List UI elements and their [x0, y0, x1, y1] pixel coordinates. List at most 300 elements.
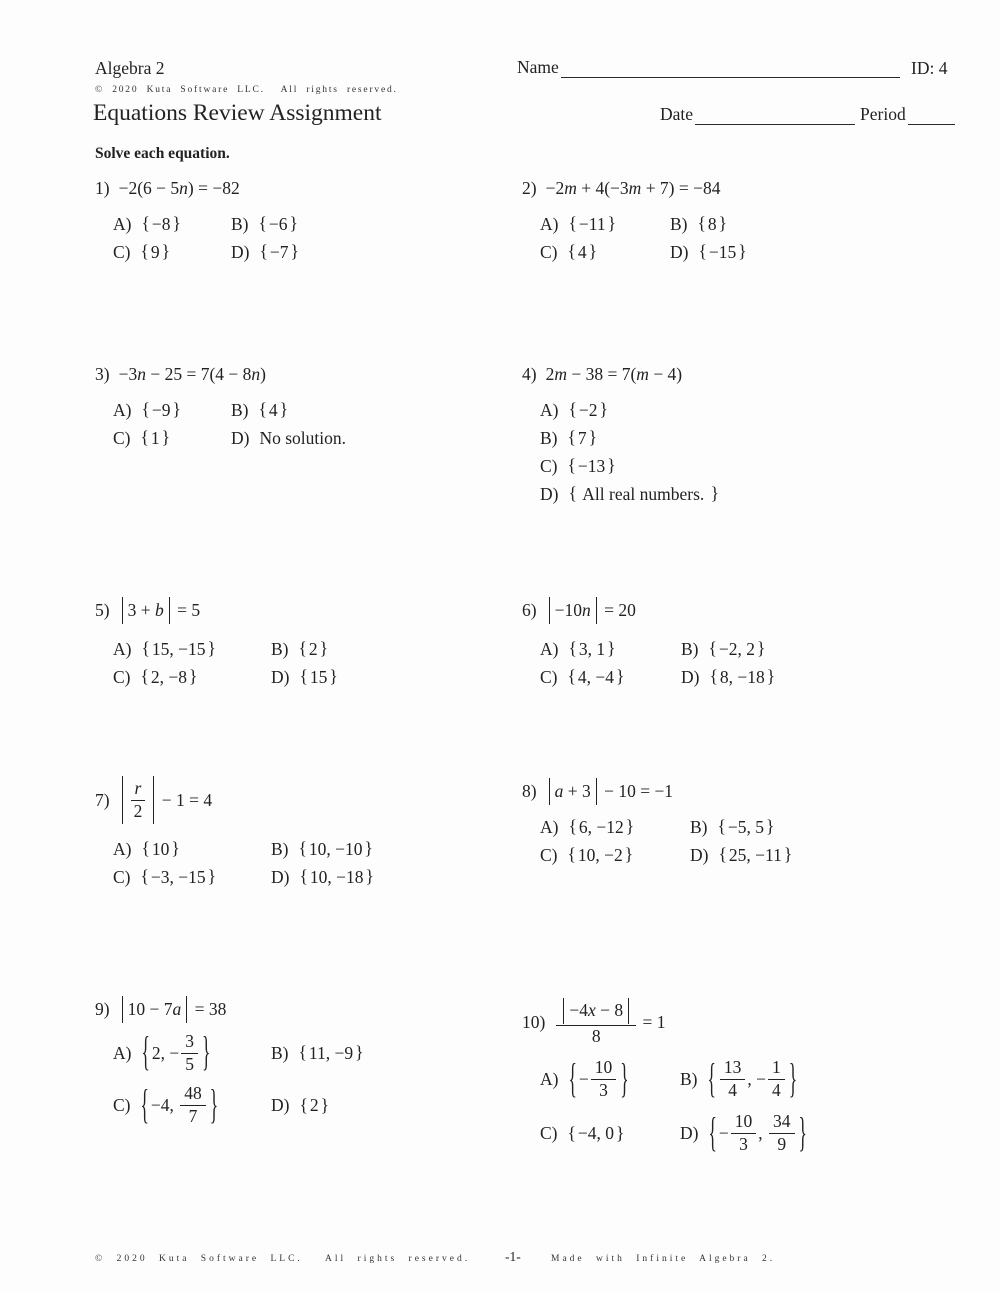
set-contents	[576, 667, 616, 688]
answer-choices	[95, 211, 299, 265]
math-text: 3	[185, 1031, 194, 1051]
close-brace: }	[209, 1080, 219, 1128]
solution-set	[568, 456, 616, 477]
math-text: −4	[569, 1000, 588, 1020]
math-text: 10 − 7	[127, 999, 173, 1019]
choice-C	[540, 453, 616, 479]
set-contents	[267, 214, 290, 235]
choice-D	[271, 664, 338, 690]
period-label: Period	[860, 104, 906, 124]
set-contents	[150, 839, 172, 860]
math-text: + 7) = −84	[641, 178, 721, 198]
choice-D	[681, 664, 775, 690]
answer-choices	[522, 211, 747, 265]
set-contents	[150, 639, 208, 660]
open-brace: {	[567, 455, 576, 476]
math-variable: x	[587, 1000, 596, 1020]
choice-value	[709, 667, 775, 688]
set-contents	[716, 1058, 789, 1100]
open-brace: {	[567, 427, 576, 448]
problem-7	[95, 776, 374, 890]
math-text: 4	[268, 399, 278, 420]
math-text: −2(6 − 5	[118, 178, 180, 198]
problem-8	[522, 778, 792, 868]
close-brace: }	[189, 666, 198, 687]
choice-value	[299, 667, 337, 688]
choice-value	[259, 214, 298, 235]
problem-number: 3)	[95, 364, 110, 384]
math-variable: m	[564, 178, 577, 198]
date-label: Date	[660, 104, 694, 124]
choice-label: B)	[271, 838, 289, 859]
set-contents	[308, 867, 366, 888]
choice-label: B)	[231, 213, 249, 234]
absolute-value	[122, 776, 155, 824]
math-text: 2	[545, 364, 555, 384]
close-brace: }	[718, 213, 728, 234]
choice-value	[141, 667, 198, 688]
math-text: 10, −18	[309, 866, 364, 887]
math-fraction	[591, 1058, 617, 1100]
problem-number: 7)	[95, 789, 110, 810]
math-text: )	[260, 364, 266, 384]
close-brace: }	[289, 213, 298, 234]
set-contents	[718, 667, 767, 688]
choice-value	[708, 1108, 807, 1156]
close-brace: }	[599, 399, 608, 420]
solution-set	[568, 1123, 625, 1144]
choice-label: A)	[540, 816, 559, 837]
set-contents	[308, 1095, 321, 1116]
choice-value	[698, 214, 728, 235]
close-brace: }	[616, 1122, 625, 1143]
choice-label: D)	[670, 241, 689, 262]
math-text: 5	[185, 1053, 194, 1074]
choice-B	[231, 397, 288, 423]
close-brace: }	[171, 838, 180, 859]
choice-C	[113, 1080, 219, 1128]
open-brace: {	[708, 638, 717, 659]
math-text: −2, 2	[718, 638, 756, 659]
choice-value	[568, 242, 598, 263]
solution-set	[568, 817, 634, 838]
instructions: Solve each equation.	[95, 145, 230, 162]
close-brace: }	[766, 666, 776, 687]
equation	[546, 597, 636, 624]
math-text: 10	[151, 838, 170, 859]
fraction-numerator	[720, 1058, 746, 1080]
math-fraction	[768, 1058, 785, 1100]
close-brace: }	[319, 638, 329, 659]
choice-value	[568, 1054, 629, 1102]
math-text: ) = −82	[187, 178, 240, 198]
open-brace: {	[141, 399, 150, 420]
math-text: −2	[545, 178, 565, 198]
open-brace: {	[298, 638, 307, 659]
open-brace: {	[567, 1122, 576, 1143]
name-blank-line	[561, 57, 900, 78]
math-text: − 8	[595, 1000, 624, 1020]
math-text: − 38 = 7(	[566, 364, 637, 384]
close-brace: }	[710, 483, 720, 504]
equation	[546, 364, 683, 385]
page-title: Equations Review Assignment	[93, 100, 382, 126]
math-text: 7	[188, 1105, 198, 1126]
math-text: 8	[591, 1025, 601, 1046]
equation	[119, 776, 213, 824]
math-variable: r	[134, 778, 142, 798]
problem-1	[95, 178, 299, 265]
equation	[546, 178, 721, 199]
choice-label: C)	[113, 1094, 131, 1115]
fraction-numerator	[769, 1112, 795, 1134]
math-text: −6	[268, 213, 288, 234]
problem-header	[522, 364, 719, 385]
solution-set	[709, 667, 775, 688]
math-text: − 10 = −1	[599, 781, 674, 801]
problem-number: 1)	[95, 178, 110, 198]
solution-set	[141, 667, 198, 688]
math-text: 11, −9	[308, 1042, 354, 1063]
math-text: −13	[577, 455, 606, 476]
problem-number: 10)	[522, 1011, 546, 1032]
answer-choices	[95, 1027, 364, 1128]
choice-D	[271, 864, 374, 890]
choice-label: D)	[271, 1094, 290, 1115]
choice-value	[141, 400, 180, 421]
fraction-denominator	[181, 1054, 198, 1075]
math-text: 15, −15	[151, 638, 206, 659]
math-fraction	[556, 998, 636, 1046]
math-text: 3 +	[127, 600, 155, 620]
problem-number: 8)	[522, 781, 537, 801]
math-text: −9	[151, 399, 171, 420]
math-text: 10	[734, 1111, 753, 1132]
absolute-value	[549, 778, 597, 805]
math-variable: m	[554, 364, 567, 384]
problem-10	[522, 998, 807, 1155]
math-text: −11	[578, 213, 606, 234]
choice-D	[231, 239, 299, 265]
set-contents	[576, 456, 607, 477]
fraction-denominator	[735, 1134, 752, 1155]
choice-value	[568, 428, 598, 449]
math-text: −4, 0	[577, 1122, 615, 1143]
close-brace: }	[588, 427, 598, 448]
close-brace: }	[161, 241, 171, 262]
choice-label: B)	[231, 399, 249, 420]
choice-C	[540, 842, 633, 868]
fraction-numerator	[768, 1058, 785, 1080]
equation	[554, 998, 665, 1046]
choice-label: A)	[113, 399, 132, 420]
close-brace: }	[172, 213, 181, 234]
answer-choices	[95, 397, 346, 451]
open-brace: {	[258, 213, 267, 234]
open-brace: {	[708, 1108, 717, 1156]
problem-number: 9)	[95, 999, 110, 1019]
fraction-numerator	[731, 1112, 757, 1134]
close-brace: }	[207, 866, 217, 887]
equation	[119, 178, 240, 199]
math-text: 8, −18	[719, 666, 765, 687]
period-blank-line	[908, 104, 955, 125]
choice-C	[540, 664, 624, 690]
open-brace: {	[717, 816, 726, 837]
choice-value	[698, 242, 746, 263]
answer-choices	[522, 814, 792, 868]
set-contents	[150, 400, 173, 421]
choice-label: D)	[690, 844, 709, 865]
solution-set	[709, 639, 766, 660]
set-contents	[707, 242, 738, 263]
problem-5	[95, 597, 338, 690]
absolute-value	[563, 998, 629, 1024]
math-text: = 20	[599, 600, 636, 620]
math-text: 25, −11	[728, 844, 782, 865]
open-brace: {	[567, 666, 576, 687]
open-brace: {	[141, 638, 150, 659]
math-text: −5, 5	[727, 816, 765, 837]
open-brace: {	[141, 1027, 150, 1075]
choice-value	[568, 639, 615, 660]
choice-label: B)	[271, 638, 289, 659]
set-contents	[307, 1043, 355, 1064]
solution-set	[568, 242, 598, 263]
math-variable: a	[172, 999, 182, 1019]
choice-C	[113, 239, 170, 265]
choice-label: C)	[113, 866, 131, 887]
open-brace: {	[568, 816, 577, 837]
choice-A	[113, 211, 181, 237]
close-brace: }	[329, 666, 338, 687]
math-text: 2	[309, 1094, 319, 1115]
set-contents	[717, 1112, 799, 1154]
choice-A	[113, 1027, 211, 1075]
problem-number: 2)	[522, 178, 537, 198]
choice-value	[707, 1054, 798, 1102]
solution-set	[568, 400, 607, 421]
choice-label: A)	[113, 1042, 132, 1063]
problem-header	[95, 178, 299, 199]
equation	[119, 996, 227, 1023]
choice-label: D)	[271, 666, 290, 687]
choice-label: D)	[680, 1122, 699, 1143]
math-fraction	[769, 1112, 795, 1154]
choice-label: C)	[540, 844, 558, 865]
set-contents	[149, 1084, 210, 1126]
math-text: −3, −15	[150, 866, 206, 887]
choice-value	[259, 400, 289, 421]
problem-number: 4)	[522, 364, 537, 384]
open-brace: {	[298, 1042, 307, 1063]
math-text: 2, −8	[150, 666, 188, 687]
close-brace: }	[738, 241, 747, 262]
set-contents	[308, 667, 330, 688]
close-brace: }	[616, 666, 625, 687]
choice-label: D)	[540, 483, 559, 504]
choice-B	[690, 814, 774, 840]
page-number: -1-	[505, 1249, 521, 1264]
choice-label: C)	[540, 1122, 558, 1143]
math-text: −10	[554, 600, 582, 620]
open-brace: {	[298, 838, 307, 859]
close-brace: }	[290, 241, 299, 262]
set-contents	[149, 428, 162, 449]
close-brace: }	[588, 241, 598, 262]
solution-set	[568, 484, 719, 505]
choice-label: C)	[540, 666, 558, 687]
close-brace: }	[757, 638, 766, 659]
math-variable: n	[581, 600, 591, 620]
math-text: 10, −2	[577, 844, 623, 865]
choice-B	[271, 836, 373, 862]
math-fraction	[720, 1058, 746, 1100]
open-brace: {	[709, 666, 718, 687]
math-text: 10	[594, 1057, 613, 1078]
problem-header	[522, 998, 807, 1046]
choice-value	[568, 817, 634, 838]
choice-value	[141, 214, 180, 235]
problem-header	[95, 776, 374, 824]
choice-A	[540, 636, 616, 662]
choice-D	[231, 425, 346, 451]
choice-value	[718, 817, 775, 838]
math-variable: a	[554, 781, 564, 801]
problem-3	[95, 364, 346, 451]
math-text: ,	[758, 1122, 767, 1143]
math-text: −8	[151, 213, 171, 234]
choice-value	[568, 456, 616, 477]
close-brace: }	[364, 838, 373, 859]
open-brace: {	[299, 866, 308, 887]
solution-set	[299, 1043, 364, 1064]
choice-value	[141, 428, 171, 449]
fraction-numerator	[556, 998, 636, 1026]
solution-set	[568, 667, 625, 688]
fraction-denominator	[768, 1080, 785, 1101]
math-text: 9	[150, 241, 160, 262]
choice-A	[113, 397, 181, 423]
choice-label: C)	[113, 666, 131, 687]
set-contents	[577, 484, 711, 505]
close-brace: }	[625, 816, 635, 837]
close-brace: }	[172, 399, 181, 420]
math-text: 3	[739, 1133, 748, 1154]
math-text: 4	[772, 1079, 781, 1100]
math-text: −3	[118, 364, 138, 384]
choice-D	[670, 239, 747, 265]
open-brace: {	[707, 1054, 716, 1102]
open-brace: {	[259, 241, 268, 262]
open-brace: {	[141, 838, 150, 859]
open-brace: {	[258, 399, 267, 420]
solution-set	[568, 428, 598, 449]
set-contents	[577, 817, 626, 838]
open-brace: {	[140, 427, 149, 448]
math-text: No solution.	[259, 427, 347, 448]
close-brace: }	[798, 1108, 807, 1156]
close-brace: }	[607, 213, 617, 234]
open-brace: {	[140, 241, 149, 262]
open-brace: {	[568, 1054, 577, 1102]
math-variable: m	[628, 178, 642, 198]
close-brace: }	[620, 1054, 629, 1102]
solution-set	[259, 214, 298, 235]
set-contents	[576, 428, 589, 449]
set-contents	[149, 242, 162, 263]
close-brace: }	[766, 816, 775, 837]
set-contents	[706, 214, 719, 235]
set-contents	[149, 667, 189, 688]
math-text: −15	[708, 241, 737, 262]
math-variable: n	[251, 364, 261, 384]
absolute-value	[122, 597, 170, 624]
choice-B	[271, 1040, 364, 1066]
choice-value	[568, 484, 719, 505]
close-brace: }	[320, 1094, 330, 1115]
solution-set	[141, 639, 215, 660]
equation	[546, 778, 673, 805]
choice-value	[259, 428, 346, 449]
math-text: 2	[308, 638, 318, 659]
close-brace: }	[788, 1054, 798, 1102]
choice-label: A)	[540, 638, 559, 659]
choice-value	[141, 1027, 211, 1075]
open-brace: {	[568, 483, 577, 504]
choice-value	[709, 639, 766, 660]
open-brace: {	[140, 866, 149, 887]
close-brace: }	[202, 1027, 211, 1075]
choice-label: B)	[690, 816, 708, 837]
math-variable: m	[636, 364, 649, 384]
math-text: 4, −4	[577, 666, 615, 687]
problem-header	[522, 778, 792, 805]
problem-header	[522, 597, 775, 624]
name-label: Name	[517, 57, 559, 77]
choice-value	[141, 839, 179, 860]
open-brace: {	[140, 666, 149, 687]
equation	[119, 597, 201, 624]
choice-value	[140, 1080, 219, 1128]
problem-6	[522, 597, 775, 690]
math-text: + 3	[563, 781, 591, 801]
open-brace: {	[567, 844, 576, 865]
solution-set	[299, 667, 337, 688]
problem-number: 6)	[522, 600, 537, 620]
math-variable: b	[154, 600, 164, 620]
choice-D	[680, 1108, 807, 1156]
choice-label: C)	[540, 455, 558, 476]
fraction-numerator	[181, 1032, 198, 1054]
choice-A	[540, 211, 616, 237]
choice-value	[568, 1123, 625, 1144]
choice-B	[231, 211, 298, 237]
math-text: 2	[133, 800, 143, 821]
math-text: , −	[747, 1068, 767, 1089]
choice-value	[299, 639, 329, 660]
choice-C	[540, 1120, 624, 1146]
math-text: −7	[269, 241, 289, 262]
answer-choices	[95, 636, 338, 690]
close-brace: }	[783, 844, 793, 865]
open-brace: {	[568, 638, 577, 659]
choice-value	[568, 845, 634, 866]
choice-value	[141, 639, 215, 660]
math-text: −	[718, 1122, 729, 1143]
choice-label: B)	[680, 1068, 698, 1089]
math-text: 10, −10	[308, 838, 363, 859]
